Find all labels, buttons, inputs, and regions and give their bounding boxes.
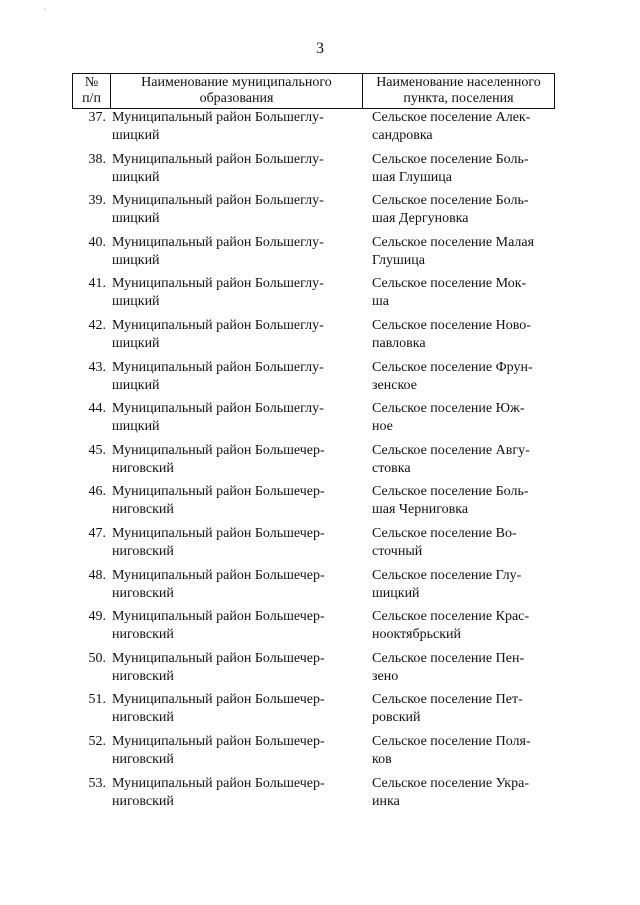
row-number: 38. xyxy=(88,151,106,167)
row-number: 41. xyxy=(88,276,106,292)
table-row xyxy=(72,192,555,234)
table-row xyxy=(72,400,555,442)
header-number: № п/п xyxy=(73,74,111,108)
row-number: 47. xyxy=(88,525,106,541)
row-number: 44. xyxy=(88,401,106,417)
settlement-name: Сельское поселение Фрун- зенское xyxy=(372,359,533,393)
row-number: 52. xyxy=(88,733,106,749)
settlement-name: Сельское поселение Глу- шицкий xyxy=(372,567,522,601)
municipality-name: Муниципальный район Большечер- ниговский xyxy=(112,650,325,684)
municipality-name: Муниципальный район Большечер- ниговский xyxy=(112,567,325,601)
municipality-name: Муниципальный район Большечер- ниговский xyxy=(112,442,325,476)
table-row xyxy=(72,608,555,650)
table-body xyxy=(72,109,555,816)
settlement-name: Сельское поселение Алек- сандровка xyxy=(372,110,531,143)
municipality-name: Муниципальный район Большечер- ниговский xyxy=(112,609,325,643)
settlement-name: Сельское поселение Пен- зено xyxy=(372,650,525,684)
settlement-name: Сельское поселение Боль- шая Глушица xyxy=(372,151,529,185)
table-row xyxy=(72,775,555,817)
table-row xyxy=(72,109,555,151)
settlement-name: Сельское поселение Крас- нооктябрьский xyxy=(372,609,530,643)
settlement-name: Сельское поселение Юж- ное xyxy=(372,401,525,435)
table-row xyxy=(72,317,555,359)
table-row xyxy=(72,650,555,692)
settlement-name: Сельское поселение Поля- ков xyxy=(372,733,531,767)
settlement-name: Сельское поселение Ново- павловка xyxy=(372,317,531,351)
settlement-name: Сельское поселение Боль- шая Дергуновка xyxy=(372,193,529,227)
table-row xyxy=(72,234,555,276)
settlement-name: Сельское поселение Боль- шая Черниговка xyxy=(372,484,529,518)
municipality-name: Муниципальный район Большечер- ниговский xyxy=(112,525,325,559)
page-number: 3 xyxy=(316,40,324,57)
row-number: 39. xyxy=(88,193,106,209)
municipality-name: Муниципальный район Большеглу- шицкий xyxy=(112,151,324,185)
municipality-name: Муниципальный район Большеглу- шицкий xyxy=(112,276,324,310)
settlement-name: Сельское поселение Мок- ша xyxy=(372,276,527,310)
municipality-name: Муниципальный район Большечер- ниговский xyxy=(112,692,325,726)
row-number: 51. xyxy=(88,692,106,708)
table-row xyxy=(72,275,555,317)
scan-corner-mark: ´ xyxy=(43,8,47,19)
table-row xyxy=(72,525,555,567)
municipality-name: Муниципальный район Большеглу- шицкий xyxy=(112,359,324,393)
table-row xyxy=(72,359,555,401)
row-number: 45. xyxy=(88,442,106,458)
table-row xyxy=(72,483,555,525)
header-settlement: Наименование населенного пункта, поселения xyxy=(376,75,541,106)
row-number: 46. xyxy=(88,484,106,500)
municipality-name: Муниципальный район Большеглу- шицкий xyxy=(112,401,324,435)
row-number: 43. xyxy=(88,359,106,375)
municipality-name: Муниципальный район Большеглу- шицкий xyxy=(112,110,324,143)
row-number: 40. xyxy=(88,234,106,250)
table-header xyxy=(72,73,555,109)
municipality-name: Муниципальный район Большечер- ниговский xyxy=(112,733,325,767)
row-number: 37. xyxy=(88,110,106,125)
municipality-name: Муниципальный район Большечер- ниговский xyxy=(112,484,325,518)
table-row xyxy=(72,567,555,609)
table-row xyxy=(72,442,555,484)
row-number: 42. xyxy=(88,317,106,333)
row-number: 49. xyxy=(88,609,106,625)
header-municipality: Наименование муниципального образования xyxy=(111,74,363,108)
settlement-name: Сельское поселение Малая Глушица xyxy=(372,234,535,268)
table-row xyxy=(72,733,555,775)
municipality-name: Муниципальный район Большечер- ниговский xyxy=(112,775,325,809)
municipality-name: Муниципальный район Большеглу- шицкий xyxy=(112,317,324,351)
row-number: 50. xyxy=(88,650,106,666)
settlement-name: Сельское поселение Во- сточный xyxy=(372,525,517,559)
settlement-name: Сельское поселение Пет- ровский xyxy=(372,692,523,726)
table-row xyxy=(72,151,555,193)
settlement-name: Сельское поселение Укра- инка xyxy=(372,775,529,809)
row-number: 48. xyxy=(88,567,106,583)
table-row xyxy=(72,691,555,733)
municipality-name: Муниципальный район Большеглу- шицкий xyxy=(112,193,324,227)
municipality-name: Муниципальный район Большеглу- шицкий xyxy=(112,234,324,268)
settlement-name: Сельское поселение Авгу- стовка xyxy=(372,442,530,476)
row-number: 53. xyxy=(88,775,106,791)
